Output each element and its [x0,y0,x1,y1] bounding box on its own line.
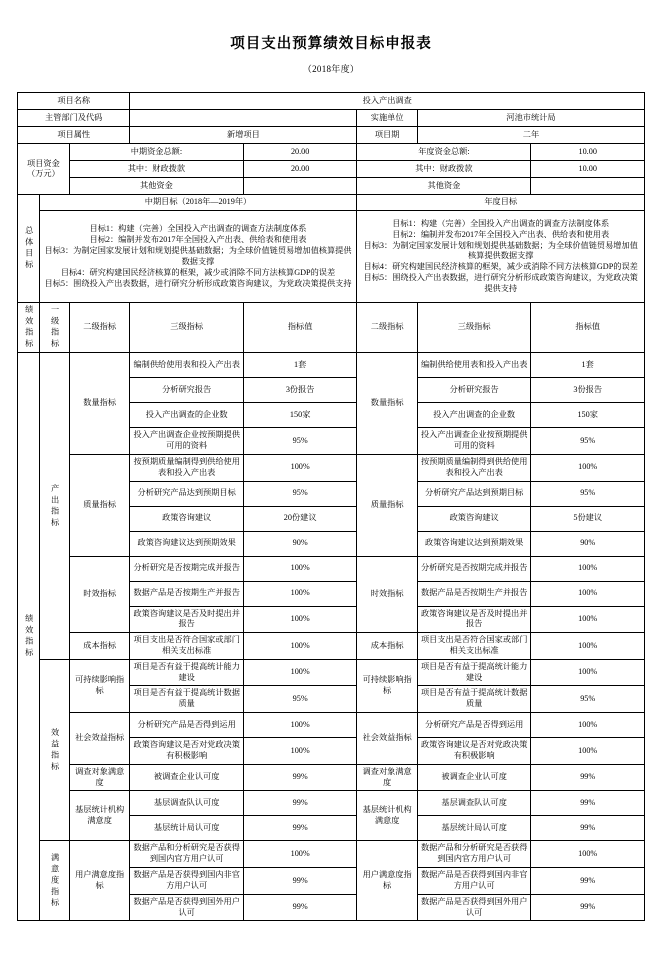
indicator-value-midterm: 100% [243,738,356,765]
project-name-value: 投入产出调查 [130,93,645,110]
table-row [18,454,645,481]
midterm-fiscal-label: 其中：财政拨款 [69,161,243,178]
indicator-value-annual: 100% [531,581,645,606]
overall-goal-row-label: 总体目标 [18,195,40,303]
annual-fiscal-value: 10.00 [531,161,645,178]
level2-indicator-cell-midterm: 质量指标 [69,454,130,556]
level2-indicator-cell-midterm: 成本指标 [69,633,130,660]
level3-indicator-midterm: 基层统计局认可度 [130,816,243,841]
level3-indicator-midterm: 编制供给使用表和投入产出表 [130,353,243,378]
indicator-value-annual: 95% [531,428,645,455]
midterm-fiscal-value: 20.00 [243,161,356,178]
level3-indicator-midterm: 分析研究报告 [130,378,243,403]
indicator-value-annual: 99% [531,868,645,895]
annual-fiscal-label: 其中：财政拨款 [357,161,531,178]
department-value [130,110,357,127]
annual-goal-item: 目标4：研究构建国民经济核算的框架，减少或消除不同方法核算GDP的误差 [363,262,638,272]
level2-indicator-cell-midterm: 数量指标 [69,353,130,455]
indicator-value-midterm: 100% [243,713,356,738]
midterm-total-label: 中期资金总额: [69,144,243,161]
unit-value: 河池市统计局 [417,110,644,127]
table-row [18,791,645,816]
annual-goal-header: 年度目标 [357,195,645,211]
midterm-goal-item: 目标1：构建（完善）全国投入产出调查的调查方法制度体系 [89,224,307,234]
indicator-value-annual: 99% [531,816,645,841]
level3-indicator-midterm: 政策咨询建议是否对党政决策有积极影响 [130,738,243,765]
indicator-value-midterm: 100% [243,581,356,606]
level3-indicator-annual: 投入产出调查企业按预期提供可用的资料 [417,428,530,455]
col-header-level1: 一级指标 [39,303,69,353]
level3-indicator-annual: 政策咨询建议是否及时提出并报告 [417,606,530,633]
row-funds-other [18,178,645,195]
level3-indicator-midterm: 政策咨询建议达到预期效果 [130,531,243,556]
level3-indicator-annual: 被调查企业认可度 [417,764,530,791]
level3-indicator-midterm: 基层调查队认可度 [130,791,243,816]
indicator-value-annual: 99% [531,791,645,816]
annual-total-label: 年度资金总额: [357,144,531,161]
midterm-goal-item: 目标4：研究构建国民经济核算的框架，减少或消除不同方法核算GDP的误差 [60,267,336,277]
indicator-value-annual: 150家 [531,403,645,428]
level3-indicator-annual: 项目支出是否符合国家或部门相关支出标准 [417,633,530,660]
indicator-value-annual: 100% [531,454,645,481]
row-funds-total [18,144,645,161]
level2-indicator-cell-annual: 调查对象满意度 [357,764,418,791]
level3-indicator-annual: 数据产品是否按期生产并报告 [417,581,530,606]
indicator-value-midterm: 100% [243,841,356,868]
funds-label [18,144,70,195]
row-department [18,110,645,127]
midterm-goal-item: 目标2：编制并发布2017年全国投入产出表、供给表和使用表 [89,235,307,245]
row-funds-fiscal [18,161,645,178]
level2-indicator-cell-annual: 用户满意度指标 [357,841,418,921]
indicator-value-midterm: 99% [243,791,356,816]
annual-goal-list [357,211,645,303]
indicator-value-annual: 3份报告 [531,378,645,403]
level3-indicator-annual: 按预期质量编制得到供给使用表和投入产出表 [417,454,530,481]
indicator-value-midterm: 95% [243,686,356,713]
indicator-value-midterm: 90% [243,531,356,556]
indicator-value-midterm: 100% [243,659,356,686]
level1-indicator-cell: 产出指标 [39,353,69,660]
level2-indicator-cell-annual: 可持续影响指标 [357,659,418,712]
indicator-value-midterm: 150家 [243,403,356,428]
level2-indicator-cell-midterm: 基层统计机构满意度 [69,791,130,841]
level2-indicator-cell-midterm: 社会效益指标 [69,713,130,765]
indicator-value-annual: 100% [531,556,645,581]
indicator-value-midterm: 99% [243,764,356,791]
unit-label: 实施单位 [357,110,418,127]
col-header-level2-midterm: 二级指标 [69,303,130,353]
period-value: 二年 [417,127,644,144]
level3-indicator-annual: 政策咨询建议达到预期效果 [417,531,530,556]
level3-indicator-annual: 政策咨询建议是否对党政决策有积极影响 [417,738,530,765]
level3-indicator-midterm: 项目支出是否符合国家或部门相关支出标准 [130,633,243,660]
midterm-other-value [243,178,356,195]
indicator-value-annual: 100% [531,659,645,686]
level3-indicator-midterm: 数据产品是否获得到国内非官方用户认可 [130,868,243,895]
attribute-label: 项目属性 [18,127,130,144]
annual-goal-item: 目标5：围绕投入产出表数据，进行研究分析形成政策咨询建议，为党政决策提供支持 [363,273,638,293]
indicator-root-label: 绩效指标 [18,303,40,353]
level3-indicator-midterm: 政策咨询建议是否及时提出并报告 [130,606,243,633]
level3-indicator-midterm: 数据产品是否按期生产并报告 [130,581,243,606]
table-row [18,353,645,378]
declaration-form-table [17,92,645,921]
indicator-value-midterm: 3份报告 [243,378,356,403]
level3-indicator-midterm: 按预期质量编制得到供给使用表和投入产出表 [130,454,243,481]
level3-indicator-annual: 数据产品和分析研究是否获得到国内官方用户认可 [417,841,530,868]
indicator-value-midterm: 95% [243,428,356,455]
period-label: 项目期 [357,127,418,144]
indicator-value-annual: 100% [531,738,645,765]
level3-indicator-midterm: 数据产品和分析研究是否获得到国内官方用户认可 [130,841,243,868]
annual-goal-item: 目标1：构建（完善）全国投入产出调查的调查方法制度体系 [392,218,610,228]
table-row [18,841,645,868]
indicator-value-annual: 100% [531,713,645,738]
level3-indicator-midterm: 项目是否有益于提高统计数据质量 [130,686,243,713]
annual-total-value: 10.00 [531,144,645,161]
level2-indicator-cell-midterm: 时效指标 [69,556,130,633]
level3-indicator-annual: 数据产品是否获得到国内非官方用户认可 [417,868,530,895]
indicator-value-midterm: 100% [243,606,356,633]
indicator-value-midterm: 99% [243,868,356,895]
level3-indicator-midterm: 投入产出调查的企业数 [130,403,243,428]
level2-indicator-cell-midterm: 用户满意度指标 [69,841,130,921]
col-header-level3-annual: 三级指标 [417,303,530,353]
level3-indicator-annual: 分析研究产品是否得到运用 [417,713,530,738]
col-header-level2-annual: 二级指标 [357,303,418,353]
indicator-value-annual: 100% [531,841,645,868]
indicator-value-annual: 5份建议 [531,506,645,531]
level3-indicator-midterm: 项目是否有益于提高统计能力建设 [130,659,243,686]
midterm-goal-item: 目标3：为制定国家发展计划和规划提供基础数据；为全球价值链贸易增加值核算提供数据支撑 [44,246,352,266]
indicator-value-midterm: 1套 [243,353,356,378]
col-header-level3-midterm: 三级指标 [130,303,243,353]
midterm-goal-item: 目标5：围绕投入产出表数据，进行研究分析形成政策咨询建议，为党政决策提供支持 [44,278,352,288]
level2-indicator-cell-annual: 数量指标 [357,353,418,455]
annual-goal-item: 目标2：编制并发布2017年全国投入产出表、供给表和使用表 [392,229,610,239]
level1-indicator-cell: 满意度指标 [39,841,69,921]
level3-indicator-midterm: 分析研究产品达到预期目标 [130,481,243,506]
indicator-value-annual: 90% [531,531,645,556]
level3-indicator-annual: 项目是否有益于提高统计能力建设 [417,659,530,686]
row-indicator-header [18,303,645,353]
indicator-value-annual: 99% [531,894,645,921]
indicator-value-annual: 95% [531,481,645,506]
indicator-value-annual: 1套 [531,353,645,378]
level3-indicator-annual: 分析研究产品达到预期目标 [417,481,530,506]
indicator-rows-body [18,353,645,921]
col-header-value-annual: 指标值 [531,303,645,353]
table-row [18,764,645,791]
indicator-value-midterm: 100% [243,556,356,581]
level3-indicator-midterm: 分析研究产品是否得到运用 [130,713,243,738]
page-subtitle: （2018年度） [302,64,360,75]
level3-indicator-annual: 数据产品是否获得到国外用户认可 [417,894,530,921]
funds-label-line2: （万元） [27,169,60,179]
level3-indicator-midterm: 投入产出调查企业按预期提供可用的资料 [130,428,243,455]
annual-other-value [531,178,645,195]
indicator-root-cell: 绩效指标 [18,353,40,921]
level2-indicator-cell-annual: 社会效益指标 [357,713,418,765]
table-row [18,633,645,660]
table-row [18,659,645,686]
indicator-value-midterm: 95% [243,481,356,506]
department-label: 主管部门及代码 [18,110,130,127]
level2-indicator-cell-annual: 质量指标 [357,454,418,556]
row-overall-header [18,195,645,211]
midterm-other-label: 其他资金 [69,178,243,195]
level3-indicator-midterm: 分析研究是否按期完成并报告 [130,556,243,581]
level2-indicator-cell-midterm: 调查对象满意度 [69,764,130,791]
level1-indicator-cell: 效益指标 [39,659,69,841]
level2-indicator-cell-annual: 成本指标 [357,633,418,660]
row-overall-goals [18,211,645,303]
indicator-value-midterm: 20份建议 [243,506,356,531]
indicator-value-annual: 100% [531,606,645,633]
level3-indicator-annual: 项目是否有益于提高统计数据质量 [417,686,530,713]
level3-indicator-annual: 投入产出调查的企业数 [417,403,530,428]
row-project-name [18,93,645,110]
table-row [18,556,645,581]
project-name-label: 项目名称 [18,93,130,110]
level2-indicator-cell-midterm: 可持续影响指标 [69,659,130,712]
midterm-goal-list [39,211,357,303]
midterm-total-value: 20.00 [243,144,356,161]
form-page [0,36,662,972]
level3-indicator-annual: 基层统计局认可度 [417,816,530,841]
annual-goal-item: 目标3：为制定国家发展计划和规划提供基础数据；为全球价值链贸易增加值核算提供数据支撑 [363,240,638,261]
indicator-value-midterm: 99% [243,894,356,921]
indicator-value-annual: 99% [531,764,645,791]
level3-indicator-annual: 政策咨询建议 [417,506,530,531]
indicator-value-annual: 95% [531,686,645,713]
funds-label-line1: 项目资金 [27,158,60,168]
level2-indicator-cell-annual: 基层统计机构满意度 [357,791,418,841]
level3-indicator-annual: 基层调查队认可度 [417,791,530,816]
indicator-value-midterm: 100% [243,633,356,660]
level3-indicator-midterm: 政策咨询建议 [130,506,243,531]
level3-indicator-midterm: 数据产品是否获得到国外用户认可 [130,894,243,921]
col-header-value-midterm: 指标值 [243,303,356,353]
attribute-value: 新增项目 [130,127,357,144]
annual-other-label: 其他资金 [357,178,531,195]
indicator-value-midterm: 99% [243,816,356,841]
row-attribute [18,127,645,144]
level3-indicator-annual: 分析研究是否按期完成并报告 [417,556,530,581]
level2-indicator-cell-annual: 时效指标 [357,556,418,633]
page-title: 项目支出预算绩效目标申报表 [230,36,432,52]
midterm-goal-header: 中期目标（2018年—2019年） [39,195,357,211]
level3-indicator-midterm: 被调查企业认可度 [130,764,243,791]
level3-indicator-annual: 编制供给使用表和投入产出表 [417,353,530,378]
indicator-value-annual: 100% [531,633,645,660]
table-row [18,713,645,738]
level3-indicator-annual: 分析研究报告 [417,378,530,403]
indicator-value-midterm: 100% [243,454,356,481]
